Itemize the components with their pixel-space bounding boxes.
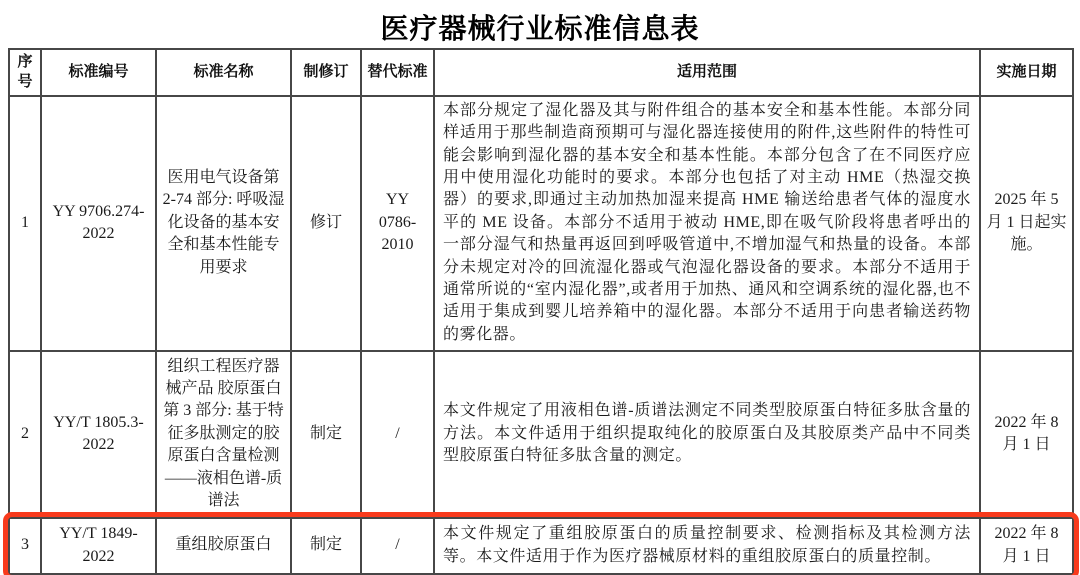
- col-header-name: 标准名称: [156, 49, 291, 96]
- cell-scope: 本文件规定了重组胶原蛋白的质量控制要求、检测指标及其检测方法等。本文件适用于作为医疗器械原材料的重组胶原蛋白的质量控制。: [434, 518, 980, 574]
- standards-table: [8, 48, 1074, 575]
- cell-seq: 1: [9, 96, 41, 351]
- cell-replaced: YY 0786-2010: [361, 96, 434, 351]
- table-row: [9, 96, 1073, 351]
- table-row-highlighted: [9, 518, 1073, 574]
- cell-scope: 本文件规定了用液相色谱-质谱法测定不同类型胶原蛋白特征多肽含量的方法。本文件适用于组织提取纯化的胶原蛋白及其胶原类产品中不同类型胶原蛋白特征多肽含量的测定。: [434, 351, 980, 518]
- cell-code: YY 9706.274-2022: [41, 96, 156, 351]
- cell-revision: 制定: [291, 518, 361, 574]
- cell-revision: 制定: [291, 351, 361, 518]
- cell-replaced: /: [361, 351, 434, 518]
- col-header-seq: 序号: [9, 49, 41, 96]
- header-row: [9, 49, 1073, 96]
- col-header-code: 标准编号: [41, 49, 156, 96]
- cell-revision: 修订: [291, 96, 361, 351]
- cell-seq: 2: [9, 351, 41, 518]
- col-header-date: 实施日期: [980, 49, 1073, 96]
- cell-date: 2022 年 8 月 1 日: [980, 518, 1073, 574]
- cell-name: 组织工程医疗器械产品 胶原蛋白 第 3 部分: 基于特征多肽测定的胶原蛋白含量检测——液相色谱-质谱法: [156, 351, 291, 518]
- table-row: [9, 351, 1073, 518]
- cell-date: 2022 年 8 月 1 日: [980, 351, 1073, 518]
- col-header-replaced: 替代标准: [361, 49, 434, 96]
- cell-code: YY/T 1849-2022: [41, 518, 156, 574]
- cell-replaced: /: [361, 518, 434, 574]
- col-header-revision: 制修订: [291, 49, 361, 96]
- cell-name: 医用电气设备第 2-74 部分: 呼吸湿化设备的基本安全和基本性能专用要求: [156, 96, 291, 351]
- cell-scope: 本部分规定了湿化器及其与附件组合的基本安全和基本性能。本部分同样适用于那些制造商预期可与湿化器连接使用的附件,这些附件的特性可能会影响到湿化器的基本安全和基本性能。本部分包含了在不同医疗应用中使用湿化功能时的要求。本部分也包括了对主动 HME（热湿交换器）的要求,即通过主动加热加湿来提高 HME 输送给患者气体的湿度水平的 ME 设备。本部分不适用于被动 HME,即在吸气阶段将患者呼出的一部分湿气和热量再返回到呼吸管道中,不增加湿气和热量的设备。本部分未规定对冷的回流湿化器或气泡湿化器设备的要求。本部分不适用于通常所说的“室内湿化器”,或者用于加热、通风和空调系统的湿化器,也不适用于集成到婴儿培养箱中的湿化器。本部分不适用于向患者输送药物的雾化器。: [434, 96, 980, 351]
- col-header-scope: 适用范围: [434, 49, 980, 96]
- page-title: 医疗器械行业标准信息表: [380, 14, 700, 45]
- cell-seq: 3: [9, 518, 41, 574]
- cell-name: 重组胶原蛋白: [156, 518, 291, 574]
- cell-code: YY/T 1805.3-2022: [41, 351, 156, 518]
- cell-date: 2025 年 5 月 1 日起实施。: [980, 96, 1073, 351]
